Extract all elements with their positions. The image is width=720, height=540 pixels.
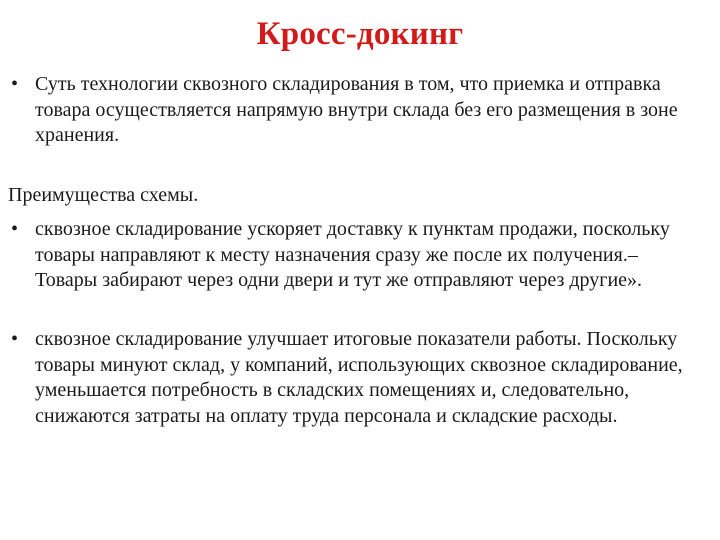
bullet-marker: •: [11, 73, 19, 95]
intro-text: Суть технологии сквозного складирования в том, что приемка и отправка товара осуществляется напрямую внутри склада без его размещения в зоне хранения.: [35, 73, 678, 146]
advantage-text: сквозное складирование улучшает итоговые показатели работы. Поскольку товары минуют склад, у компаний, использующих сквозное складирование, уменьшается потребность в складских помещениях и, следовательно, снижаются затраты на оплату труда персонала и складские расходы.: [35, 328, 683, 427]
slide-title: Кросс-докинг: [256, 16, 464, 52]
advantage-text: сквозное складирование ускоряет доставку к пунктам продажи, поскольку товары направляют к месту назначения сразу же после их получения.– Товары забирают через одни двери и тут же отправляют через другие».: [35, 218, 670, 291]
section-heading: Преимущества схемы.: [8, 184, 199, 206]
bullet-marker: •: [11, 218, 19, 240]
bullet-marker: •: [11, 328, 19, 350]
